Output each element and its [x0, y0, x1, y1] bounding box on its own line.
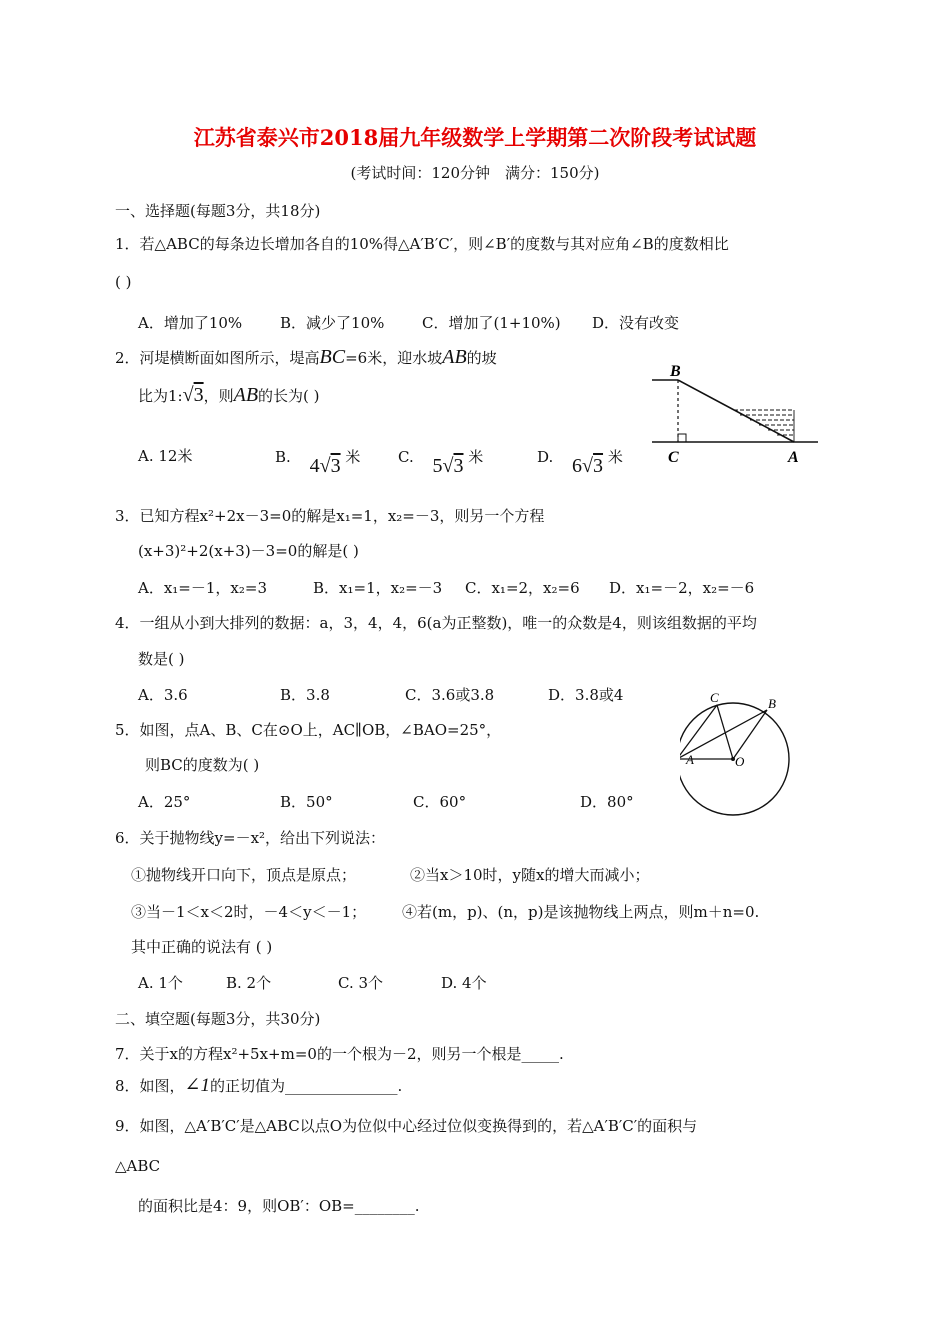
q2-stem-line2: 比为1:√3，则AB的长为( ) [138, 384, 320, 406]
q9-stem-line3: 的面积比是4：9，则OB′：OB=________. [138, 1197, 420, 1215]
q6-stem: 6．关于抛物线y=－x²，给出下列说法： [115, 829, 386, 847]
page-title: 江苏省泰兴市2018届九年级数学上学期第二次阶段考试试题 [193, 125, 757, 150]
circle-figure [680, 688, 800, 816]
q9-stem-line1: 9．如图，△A′B′C′是△ABC以点O为位似中心经过位似变换得到的，若△A′B′C′的面积与 [115, 1117, 698, 1135]
label-c: C [710, 690, 719, 705]
q6-option-a: A. 1个 [138, 974, 183, 992]
q3-stem-line1: 3．已知方程x²+2x－3=0的解是x₁=1，x₂=－3，则另一个方程 [115, 507, 545, 525]
q3-option-a: A．x₁=－1，x₂=3 [138, 579, 268, 597]
q1-option-c: C．增加了(1+10%) [422, 314, 561, 332]
q1-option-a: A．增加了10% [138, 314, 243, 332]
q5-option-a: A．25° [138, 793, 191, 811]
q1-paren: ( ) [115, 273, 132, 291]
q2-option-d: D. 6√3 米 [537, 448, 623, 477]
q2-ab-2: AB [233, 384, 259, 406]
q5-option-c: C．60° [413, 793, 467, 811]
q3-option-d: D．x₁=－2，x₂=－6 [609, 579, 755, 597]
q4-stem-line2: 数是( ) [138, 650, 185, 668]
label-b: B [670, 363, 681, 380]
q3-option-b: B．x₁=1，x₂=－3 [313, 579, 443, 597]
q3-option-c: C．x₁=2，x₂=6 [465, 579, 580, 597]
q6-option-b: B. 2个 [226, 974, 272, 992]
label-a-circle: A [686, 752, 694, 767]
q7-stem: 7．关于x的方程x²+5x+m=0的一个根为－2，则另一个根是_____. [115, 1045, 564, 1063]
q4-option-d: D．3.8或4 [548, 686, 624, 704]
segment-ac [680, 705, 717, 759]
sqrt-3: √3 [182, 384, 204, 406]
q2-ab: AB [442, 346, 467, 368]
q6-statement-2: ②当x＞10时，y随x的增大而减小； [410, 866, 650, 884]
q3-stem-line2: (x+3)²+2(x+3)－3=0的解是( ) [138, 542, 359, 560]
q2-option-a: A. 12米 [138, 447, 193, 465]
q2-bc: BC [319, 346, 346, 368]
q5-stem-line1: 5．如图，点A、B、C在⊙O上，AC∥OB，∠BAO=25°， [115, 721, 502, 739]
q4-stem-line1: 4．一组从小到大排列的数据：a，3，4，4，6(a为正整数)，唯一的众数是4，则该组数据的平均 [115, 614, 757, 632]
embankment-figure [640, 358, 830, 470]
label-b: B [768, 696, 776, 711]
q4-option-a: A．3.6 [138, 686, 188, 704]
q9-stem-line2: △ABC [115, 1157, 161, 1175]
q6-statement-1: ①抛物线开口向下，顶点是原点； [131, 866, 357, 884]
q6-statement-4: ④若(m，p)、(n，p)是该抛物线上两点，则m＋n=0. [402, 903, 760, 921]
q5-stem-line2: 则BC的度数为( ) [145, 756, 260, 774]
q1-option-b: B．减少了10% [280, 314, 385, 332]
q4-option-c: C．3.6或3.8 [405, 686, 495, 704]
label-c: C [668, 449, 679, 466]
q5-option-b: B．50° [280, 793, 333, 811]
section-2-heading: 二、填空题(每题3分，共30分) [115, 1010, 321, 1028]
water-hatching [734, 410, 794, 435]
q2-stem-line1: 2．河堤横断面如图所示，堤高BC=6米，迎水坡AB的坡 [115, 346, 497, 368]
right-angle-mark [678, 434, 686, 442]
section-1-heading: 一、选择题(每题3分，共18分) [115, 202, 321, 220]
q6-option-c: C. 3个 [338, 974, 384, 992]
label-a: A [788, 449, 799, 466]
q8-stem: 8．如图，∠1的正切值为_______________. [115, 1075, 403, 1096]
q6-statement-3: ③当－1＜x＜2时，－4＜y＜－1； [131, 903, 367, 921]
label-o: O [735, 754, 745, 769]
q2-option-b: B. 4√3 米 [275, 448, 361, 477]
segment-ob [733, 710, 767, 759]
q1-option-d: D．没有改变 [592, 314, 680, 332]
q2-option-c: C. 5√3 米 [398, 448, 484, 477]
q6-question: 其中正确的说法有 ( ) [131, 938, 273, 956]
q6-option-d: D. 4个 [441, 974, 487, 992]
segment-co [717, 705, 733, 759]
exam-info: (考试时间：120分钟 满分：150分) [350, 164, 600, 182]
q5-option-d: D．80° [580, 793, 634, 811]
angle-1: ∠1 [184, 1075, 210, 1096]
q4-option-b: B．3.8 [280, 686, 330, 704]
q1-stem: 1．若△ABC的每条边长增加各自的10%得△A′B′C′，则∠B′的度数与其对应角∠B的度数相比 [115, 235, 729, 253]
slope-ab [678, 380, 794, 442]
